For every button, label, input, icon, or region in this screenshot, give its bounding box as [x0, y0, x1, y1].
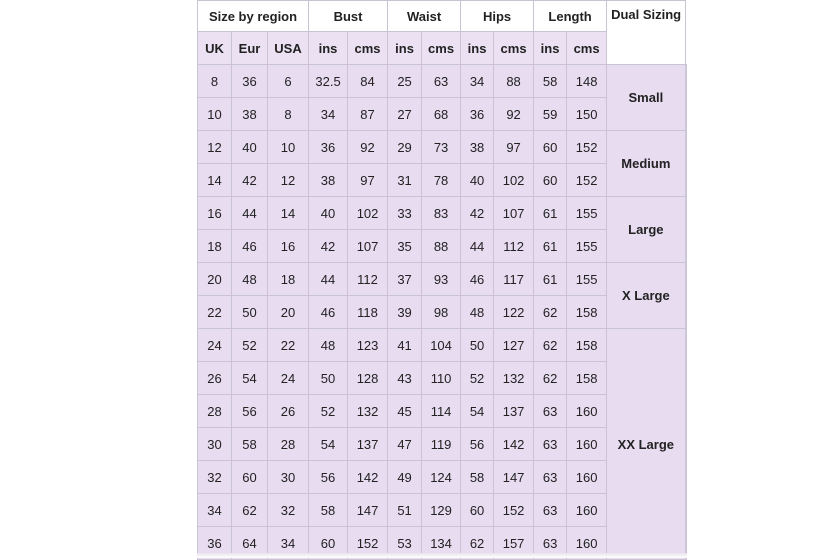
cell-length-cms: 160: [567, 527, 607, 560]
cell-waist-ins: 53: [388, 527, 422, 560]
cell-uk: 10: [198, 98, 232, 131]
cell-waist-ins: 25: [388, 65, 422, 98]
subheader-eur: Eur: [232, 32, 268, 65]
cell-uk: 28: [198, 395, 232, 428]
cell-waist-ins: 39: [388, 296, 422, 329]
cell-bust-cms: 87: [348, 98, 388, 131]
size-table-body: [198, 65, 686, 560]
cell-waist-ins: 45: [388, 395, 422, 428]
subheader-hips-ins: ins: [461, 32, 494, 65]
cell-bust-cms: 107: [348, 230, 388, 263]
cell-waist-cms: 104: [422, 329, 461, 362]
cell-hips-cms: 97: [494, 131, 534, 164]
cell-uk: 36: [198, 527, 232, 560]
cell-bust-cms: 132: [348, 395, 388, 428]
cell-waist-cms: 63: [422, 65, 461, 98]
cell-waist-cms: 78: [422, 164, 461, 197]
cell-eur: 54: [232, 362, 268, 395]
cell-hips-ins: 38: [461, 131, 494, 164]
header-size-by-region: Size by region: [198, 1, 309, 32]
cell-eur: 40: [232, 131, 268, 164]
cell-length-ins: 61: [534, 230, 567, 263]
cell-hips-cms: 107: [494, 197, 534, 230]
cell-waist-ins: 35: [388, 230, 422, 263]
cell-bust-cms: 152: [348, 527, 388, 560]
cell-usa: 24: [268, 362, 309, 395]
cell-bust-cms: 112: [348, 263, 388, 296]
cell-bust-ins: 42: [309, 230, 348, 263]
cell-length-ins: 58: [534, 65, 567, 98]
subheader-waist-cms: cms: [422, 32, 461, 65]
cell-length-cms: 158: [567, 296, 607, 329]
cell-uk: 20: [198, 263, 232, 296]
cell-usa: 22: [268, 329, 309, 362]
table-shadow: [197, 553, 687, 558]
cell-bust-cms: 118: [348, 296, 388, 329]
table-row: [198, 65, 686, 98]
cell-hips-ins: 42: [461, 197, 494, 230]
table-row: [198, 131, 686, 164]
dual-size-label: XX Large: [607, 329, 686, 560]
cell-uk: 16: [198, 197, 232, 230]
cell-length-cms: 155: [567, 230, 607, 263]
subheader-waist-ins: ins: [388, 32, 422, 65]
cell-waist-ins: 33: [388, 197, 422, 230]
subheader-length-ins: ins: [534, 32, 567, 65]
subheader-usa: USA: [268, 32, 309, 65]
cell-hips-ins: 60: [461, 494, 494, 527]
cell-bust-ins: 56: [309, 461, 348, 494]
cell-length-ins: 62: [534, 296, 567, 329]
cell-hips-cms: 137: [494, 395, 534, 428]
cell-waist-ins: 43: [388, 362, 422, 395]
cell-eur: 42: [232, 164, 268, 197]
cell-hips-cms: 112: [494, 230, 534, 263]
cell-hips-ins: 58: [461, 461, 494, 494]
cell-length-ins: 60: [534, 164, 567, 197]
cell-bust-ins: 36: [309, 131, 348, 164]
cell-length-cms: 160: [567, 428, 607, 461]
cell-uk: 30: [198, 428, 232, 461]
cell-waist-cms: 110: [422, 362, 461, 395]
cell-waist-ins: 29: [388, 131, 422, 164]
cell-length-ins: 63: [534, 428, 567, 461]
dual-size-label: Medium: [607, 131, 686, 197]
cell-length-ins: 62: [534, 329, 567, 362]
cell-hips-ins: 56: [461, 428, 494, 461]
cell-length-ins: 60: [534, 131, 567, 164]
cell-length-ins: 63: [534, 461, 567, 494]
cell-bust-ins: 54: [309, 428, 348, 461]
cell-hips-cms: 117: [494, 263, 534, 296]
cell-waist-ins: 41: [388, 329, 422, 362]
cell-waist-cms: 68: [422, 98, 461, 131]
cell-length-cms: 158: [567, 329, 607, 362]
cell-length-cms: 155: [567, 263, 607, 296]
cell-bust-ins: 58: [309, 494, 348, 527]
dual-size-label: Large: [607, 197, 686, 263]
cell-waist-cms: 88: [422, 230, 461, 263]
cell-hips-cms: 157: [494, 527, 534, 560]
cell-eur: 56: [232, 395, 268, 428]
cell-hips-cms: 152: [494, 494, 534, 527]
cell-uk: 14: [198, 164, 232, 197]
cell-hips-cms: 92: [494, 98, 534, 131]
cell-bust-cms: 147: [348, 494, 388, 527]
cell-bust-cms: 137: [348, 428, 388, 461]
cell-hips-cms: 127: [494, 329, 534, 362]
cell-eur: 50: [232, 296, 268, 329]
cell-bust-ins: 48: [309, 329, 348, 362]
cell-bust-cms: 97: [348, 164, 388, 197]
cell-bust-cms: 128: [348, 362, 388, 395]
table-row: [198, 197, 686, 230]
group-header-row: [198, 1, 686, 32]
header-bust: Bust: [309, 1, 388, 32]
cell-waist-ins: 27: [388, 98, 422, 131]
cell-eur: 60: [232, 461, 268, 494]
size-chart-table: [197, 0, 687, 560]
cell-length-cms: 148: [567, 65, 607, 98]
cell-length-cms: 150: [567, 98, 607, 131]
cell-length-ins: 63: [534, 527, 567, 560]
cell-length-cms: 160: [567, 395, 607, 428]
cell-usa: 28: [268, 428, 309, 461]
cell-bust-cms: 142: [348, 461, 388, 494]
cell-length-ins: 62: [534, 362, 567, 395]
cell-usa: 8: [268, 98, 309, 131]
cell-bust-ins: 44: [309, 263, 348, 296]
cell-usa: 26: [268, 395, 309, 428]
cell-waist-ins: 47: [388, 428, 422, 461]
cell-hips-ins: 52: [461, 362, 494, 395]
subheader-uk: UK: [198, 32, 232, 65]
cell-waist-cms: 73: [422, 131, 461, 164]
cell-bust-ins: 46: [309, 296, 348, 329]
cell-length-ins: 63: [534, 494, 567, 527]
cell-bust-cms: 123: [348, 329, 388, 362]
cell-eur: 46: [232, 230, 268, 263]
cell-hips-ins: 44: [461, 230, 494, 263]
cell-eur: 58: [232, 428, 268, 461]
cell-hips-cms: 142: [494, 428, 534, 461]
cell-waist-ins: 31: [388, 164, 422, 197]
cell-hips-cms: 147: [494, 461, 534, 494]
cell-bust-ins: 60: [309, 527, 348, 560]
cell-length-cms: 160: [567, 461, 607, 494]
cell-usa: 12: [268, 164, 309, 197]
cell-length-ins: 59: [534, 98, 567, 131]
cell-bust-ins: 32.5: [309, 65, 348, 98]
header-length: Length: [534, 1, 607, 32]
cell-hips-ins: 40: [461, 164, 494, 197]
dual-size-label: Small: [607, 65, 686, 131]
cell-usa: 20: [268, 296, 309, 329]
cell-hips-ins: 36: [461, 98, 494, 131]
cell-eur: 62: [232, 494, 268, 527]
cell-waist-ins: 51: [388, 494, 422, 527]
header-hips: Hips: [461, 1, 534, 32]
cell-usa: 18: [268, 263, 309, 296]
cell-eur: 48: [232, 263, 268, 296]
cell-uk: 26: [198, 362, 232, 395]
cell-bust-ins: 38: [309, 164, 348, 197]
cell-hips-cms: 132: [494, 362, 534, 395]
cell-hips-ins: 46: [461, 263, 494, 296]
cell-usa: 14: [268, 197, 309, 230]
cell-bust-ins: 34: [309, 98, 348, 131]
cell-hips-cms: 102: [494, 164, 534, 197]
cell-length-cms: 152: [567, 131, 607, 164]
cell-bust-cms: 92: [348, 131, 388, 164]
cell-waist-cms: 124: [422, 461, 461, 494]
cell-uk: 34: [198, 494, 232, 527]
cell-length-ins: 61: [534, 263, 567, 296]
table-row: [198, 263, 686, 296]
header-dual-sizing: Dual Sizing: [607, 1, 686, 65]
cell-hips-cms: 122: [494, 296, 534, 329]
cell-uk: 12: [198, 131, 232, 164]
cell-bust-cms: 102: [348, 197, 388, 230]
cell-hips-ins: 48: [461, 296, 494, 329]
subheader-bust-ins: ins: [309, 32, 348, 65]
cell-eur: 44: [232, 197, 268, 230]
cell-usa: 32: [268, 494, 309, 527]
cell-length-ins: 63: [534, 395, 567, 428]
header-waist: Waist: [388, 1, 461, 32]
cell-hips-ins: 34: [461, 65, 494, 98]
cell-uk: 8: [198, 65, 232, 98]
cell-usa: 34: [268, 527, 309, 560]
cell-waist-cms: 83: [422, 197, 461, 230]
cell-usa: 16: [268, 230, 309, 263]
cell-bust-ins: 40: [309, 197, 348, 230]
cell-eur: 38: [232, 98, 268, 131]
dual-size-label: X Large: [607, 263, 686, 329]
cell-waist-cms: 129: [422, 494, 461, 527]
cell-hips-ins: 54: [461, 395, 494, 428]
cell-bust-cms: 84: [348, 65, 388, 98]
cell-length-ins: 61: [534, 197, 567, 230]
cell-waist-cms: 134: [422, 527, 461, 560]
table-row: [198, 329, 686, 362]
cell-eur: 52: [232, 329, 268, 362]
cell-waist-ins: 37: [388, 263, 422, 296]
cell-bust-ins: 52: [309, 395, 348, 428]
cell-waist-cms: 93: [422, 263, 461, 296]
cell-usa: 6: [268, 65, 309, 98]
cell-length-cms: 152: [567, 164, 607, 197]
cell-length-cms: 155: [567, 197, 607, 230]
cell-uk: 22: [198, 296, 232, 329]
subheader-length-cms: cms: [567, 32, 607, 65]
cell-waist-cms: 114: [422, 395, 461, 428]
cell-length-cms: 158: [567, 362, 607, 395]
cell-waist-ins: 49: [388, 461, 422, 494]
cell-usa: 10: [268, 131, 309, 164]
cell-hips-ins: 62: [461, 527, 494, 560]
cell-length-cms: 160: [567, 494, 607, 527]
cell-hips-ins: 50: [461, 329, 494, 362]
cell-bust-ins: 50: [309, 362, 348, 395]
cell-waist-cms: 98: [422, 296, 461, 329]
cell-usa: 30: [268, 461, 309, 494]
cell-uk: 32: [198, 461, 232, 494]
subheader-bust-cms: cms: [348, 32, 388, 65]
cell-uk: 24: [198, 329, 232, 362]
cell-eur: 64: [232, 527, 268, 560]
cell-hips-cms: 88: [494, 65, 534, 98]
cell-eur: 36: [232, 65, 268, 98]
cell-uk: 18: [198, 230, 232, 263]
cell-waist-cms: 119: [422, 428, 461, 461]
subheader-hips-cms: cms: [494, 32, 534, 65]
